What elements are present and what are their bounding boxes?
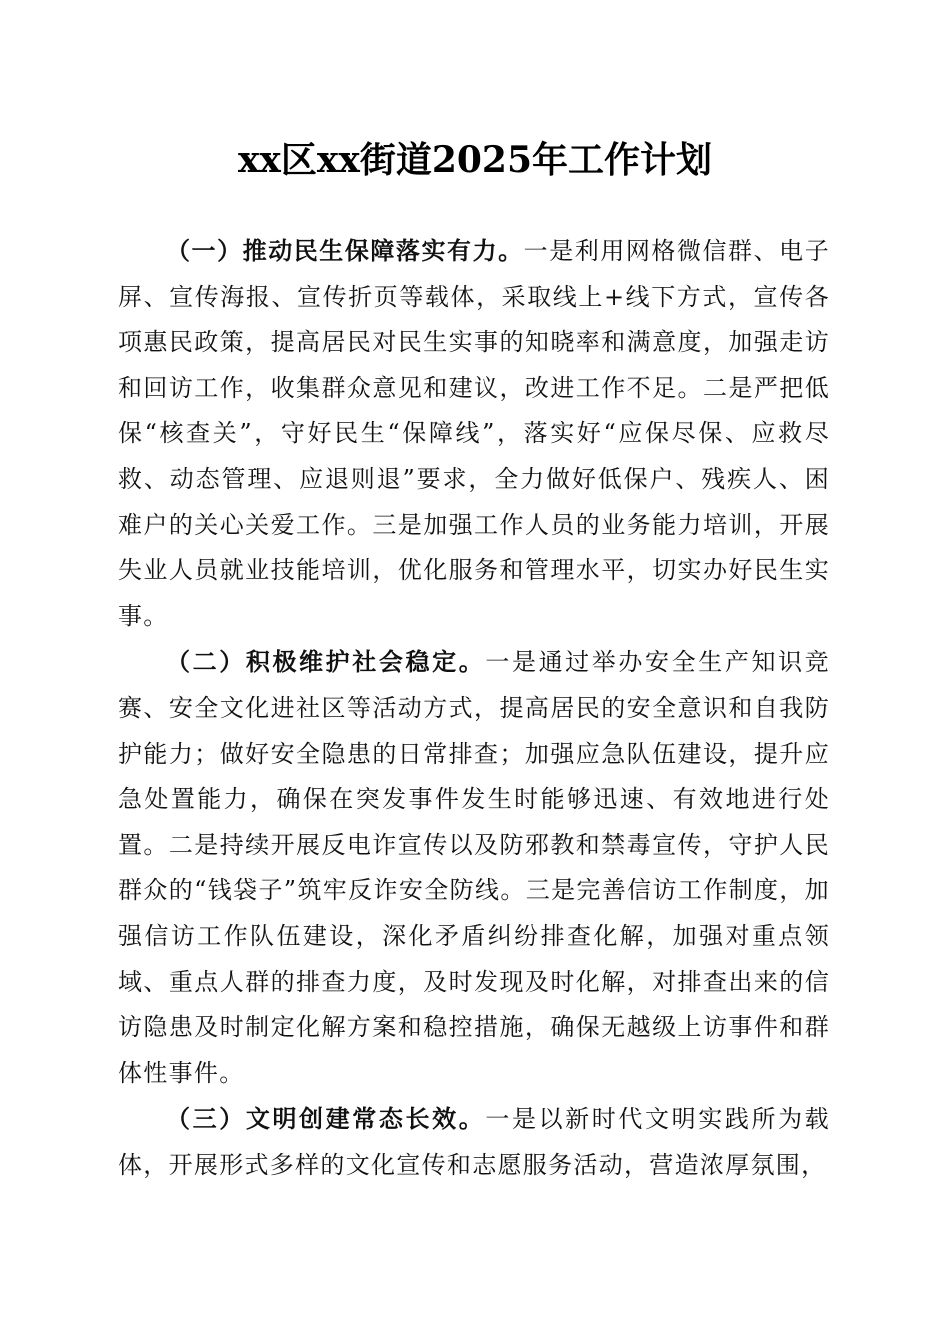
paragraph-2-heading: （二）积极维护社会稳定。 [166,647,486,677]
document-body [118,228,830,1188]
paragraph-3-text: 一是以新时代文明实践所为载体，开展形式多样的文化宣传和志愿服务活动，营造浓厚氛围， [118,1105,830,1179]
paragraph-3-heading: （三）文明创建常态长效。 [166,1104,486,1134]
paragraph-1-heading: （一）推动民生保障落实有力。 [166,236,524,265]
paragraph-1 [118,228,830,639]
paragraph-2 [118,639,830,1096]
paragraph-2-text: 一是通过举办安全生产知识竞赛、安全文化进社区等活动方式，提高居民的安全意识和自我防护能力；做好安全隐患的日常排查；加强应急队伍建设，提升应急处置能力，确保在突发事件发生时能够迅速、有效地进行处置。二是持续开展反电诈宣传以及防邪教和禁毒宣传，守护人民群众的“钱袋子”筑牢反诈安全防线。三是完善信访工作制度，加强信访工作队伍建设，深化矛盾纠纷排查化解，加强对重点领域、重点人群的排查力度，及时发现及时化解，对排查出来的信访隐患及时制定化解方案和稳控措施，确保无越级上访事件和群体性事件。 [118,648,830,1087]
paragraph-1-text: 一是利用网格微信群、电子屏、宣传海报、宣传折页等载体，采取线上+线下方式，宣传各项惠民政策，提高居民对民生实事的知晓率和满意度，加强走访和回访工作，收集群众意见和建议，改进工作不足。二是严把低保“核查关”，守好民生“保障线”，落实好“应保尽保、应救尽救、动态管理、应退则退”要求，全力做好低保户、残疾人、困难户的关心关爱工作。三是加强工作人员的业务能力培训，开展失业人员就业技能培训，优化服务和管理水平，切实办好民生实事。 [118,237,830,630]
paragraph-3 [118,1096,830,1188]
document-title: xx区xx街道2025年工作计划 [237,139,713,181]
